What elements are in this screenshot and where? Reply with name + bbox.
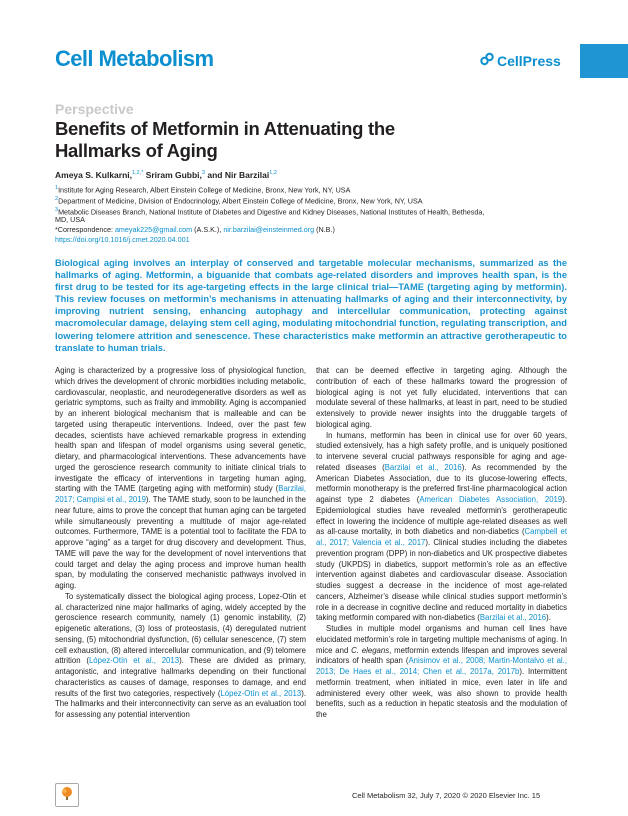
doi-link[interactable]: https://doi.org/10.1016/j.cmet.2020.04.001 xyxy=(55,235,190,244)
body-text: To systematically dissect the biological aging process, Lopez-Otin et al. characterized nine major hallmarks of aging, widely accepted by the geroscience research community, namely (1) genomic instability, (2) epigenetic alterations, (3) loss of proteostasis, (4) deregulated nutrient sensing, (5) mitochondrial dysfunction, (6) cellular senescence, (7) stem cell exhaustion, (8) altered intercellular communication, and (9) telomere attrition ( xyxy=(55,591,306,666)
author-name: and Nir Barzilai xyxy=(204,170,270,180)
page-footer: Cell Metabolism 32, July 7, 2020 © 2020 Elsevier Inc. 15 xyxy=(352,791,541,800)
citation-link[interactable]: López-Otín et al., 2013 xyxy=(88,656,180,666)
body-text: ). xyxy=(546,613,551,623)
correspondence xyxy=(55,225,575,235)
author-affil-marker: 3 xyxy=(201,170,205,177)
article-title: Benefits of Metformin in Attenuating the Hallmarks of Aging xyxy=(55,118,395,161)
citation-link[interactable]: American Diabetes Association, 2019 xyxy=(419,495,563,504)
body-column-right xyxy=(316,366,567,721)
correspondence-note: (A.S.K.), xyxy=(192,225,224,234)
affiliation-marker: 2 xyxy=(55,196,59,202)
citation-link[interactable]: López-Otín et al., 2013 xyxy=(220,688,302,698)
body-text: ). Clinical studies including the diabetes prevention program (DPP) in non-diabetics and UK prospective diabetes study (UKPDS) in diabetics, support metformin’s role as an effective intervention against diabetes and cardiovascular disease. Association studies suggest a decrease in the incidence of most age-related cancers, Alzheimer’s disease while clinical studies support metformin’s role in a decrease in cognitive decline and reduced mortality in diabetics taking metformin compared with non-diabetics ( xyxy=(316,538,567,623)
email-link[interactable]: ameyak225@gmail.com xyxy=(114,225,193,234)
citation-link[interactable]: Barzilai, 2017; Campisi et al., 2019 xyxy=(55,484,306,504)
author-list xyxy=(55,170,277,180)
body-text: In humans, metformin has been in clinical use for over 60 years, studied extensively, has a high safety profile, and is uniquely positioned to intervene several crucial pathways responsible for aging and age-related diseases ( xyxy=(316,430,567,472)
species-name: C. elegans xyxy=(351,645,390,655)
affiliation-text: Department of Medicine, Division of Endocrinology, Albert Einstein College of Medicine, Bronx, New York, NY, USA xyxy=(58,196,423,206)
body-text: ). Epidemiological studies have revealed metformin’s gerotherapeutic effect in lowering the incidence of multiple age-related diseases as well as all-cause mortality, in both diabetics and non-diabetics ( xyxy=(316,495,567,537)
body-text: Aging is characterized by a progressive loss of physiological function, which drives the development of chronic morbidities including metabolic, cardiovascular, neoplastic, and neurodegenerative disorders as well as geriatric symptoms, such as frailty and immobility. Aging is accompanied by an inherent biological mechanism that is malleable and can be targeted using therapeutic interventions. Indeed, over the past few decades, scientists have achieved remarkable progress in extending health span and lifespan of model organisms using several genetic, dietary, and pharmacological interventions. These advancements have urged the geroscience research community to initiate clinical trials to investigate the efficacy of interventions in targeting human aging, starting with the TAME (targeting aging with metformin) study ( xyxy=(55,366,306,494)
journal-title: Cell Metabolism xyxy=(55,46,214,71)
correspondence-label: *Correspondence: xyxy=(55,225,115,234)
section-tab-marker xyxy=(580,44,628,78)
correspondence-note: (N.B.) xyxy=(314,225,335,234)
elsevier-badge xyxy=(55,783,79,807)
affiliation-text: MD, USA xyxy=(55,215,85,224)
publisher-logo[interactable] xyxy=(480,52,561,69)
cellpress-logo-icon xyxy=(480,52,494,69)
affiliation-marker: 3 xyxy=(55,207,59,213)
affiliation-marker: 1 xyxy=(55,185,59,191)
author-affil-marker: 1,2 xyxy=(269,170,277,177)
article-type: Perspective xyxy=(55,101,134,117)
body-column-left xyxy=(55,366,306,721)
summary-abstract: Biological aging involves an interplay of conserved and targetable molecular mechanisms, summarized as the hallmarks of aging. Metformin, a biguanide that combats age-related disorders and improves health span, is the first drug to be tested for its age-targeting effects in the large clinical trial—TAME (targeting aging by metformin). This review focuses on metformin’s mechanisms in attenuating hallmarks of aging and their interconnectivity, by improving nutrient sensing, enhancing autophagy and intercellular communication, protecting against macromolecular damage, delaying stem cell aging, modulating mitochondrial function, regulating transcription, and lowering telomere attrition and senescence. These characteristics make metformin an attractive gerotherapeutic to translate to human trials. xyxy=(55,258,567,353)
publisher-name: CellPress xyxy=(497,52,561,69)
author-name: Sriram Gubbi, xyxy=(143,170,202,180)
body-paragraph xyxy=(55,366,306,592)
author-affil-marker: 1,2,* xyxy=(132,170,144,177)
body-paragraph xyxy=(316,366,567,431)
body-paragraph xyxy=(316,431,567,625)
body-paragraph xyxy=(55,592,306,721)
body-paragraph xyxy=(316,624,567,721)
body-text: ). These are divided as primary, antagonistic, and integrative hallmarks depending on their functional characteristics as causes of damage, responses to damage, and end results of the first two categories, respectively ( xyxy=(55,656,306,698)
affiliation-text: Institute for Aging Research, Albert Einstein College of Medicine, Bronx, New York, NY, USA xyxy=(58,185,351,195)
body-text: Studies in multiple model organisms and human cell lines have elucidated metformin’s role in targeting multiple mechanisms of aging. In mice and xyxy=(316,624,567,655)
body-text: ). Intermittent metformin treatment, when initiated in mice, even later in life and administered every other week, was also shown to provide health benefits, such as a reduction in hepatic steatosis and the modulation of the xyxy=(316,667,567,719)
elsevier-tree-icon xyxy=(59,785,75,806)
body-text: ). As recommended by the American Diabetes Association, due to its glucose-lowering effects, metformin monotherapy is the preferred first-line pharmacological action against type 2 diabetes ( xyxy=(316,462,568,504)
body-text: ). The TAME study, soon to be launched in the near future, aims to prove the concept that human aging can be targeted while simultaneously preventing a multitude of major age-related outcomes. Furthermore, TAME is a potential tool to facilitate the FDA to approve “aging” as a target for drug discovery and development. Thus, TAME will pave the way for the development of novel interventions that could target and delay the aging process and improve human health span, by modulating the conserved mechanistic pathways involved in aging. xyxy=(55,495,306,590)
body-text: that can be deemed effective in targeting aging. Although the contribution of each of these hallmarks toward the progression of biological aging is not yet fully elucidated, interventions that can modulate several of these hallmarks, at least in part, need to be studied extensively to provide newer insights into the druggable targets of biological aging. xyxy=(316,366,567,429)
affiliation-text: Metabolic Diseases Branch, National Institute of Diabetes and Digestive and Kidney Diseases, National Institutes of Health, Bethesda, xyxy=(58,207,485,217)
email-link[interactable]: nir.barzilai@einsteinmed.org xyxy=(223,225,315,234)
citation-link[interactable]: Barzilai et al., 2016 xyxy=(384,462,462,472)
citation-link[interactable]: Campbell et al., 2017; Valencia et al., 2017 xyxy=(316,527,567,547)
author-name: Ameya S. Kulkarni, xyxy=(55,170,133,180)
affiliation-continued xyxy=(55,215,575,225)
body-text: ). The hallmarks and their interconnectivity can serve as an evaluation tool for assessing any potential intervention xyxy=(55,688,306,719)
citation-link[interactable]: Barzilai et al., 2016 xyxy=(479,613,547,623)
citation-link[interactable]: Anisimov et al., 2008; Martin-Montalvo et al., 2013; De Haes et al., 2014; Chen et al., 2017a, 2017b xyxy=(316,656,567,676)
body-text: , metformin extends lifespan and improves several indicators of health span ( xyxy=(316,645,568,666)
